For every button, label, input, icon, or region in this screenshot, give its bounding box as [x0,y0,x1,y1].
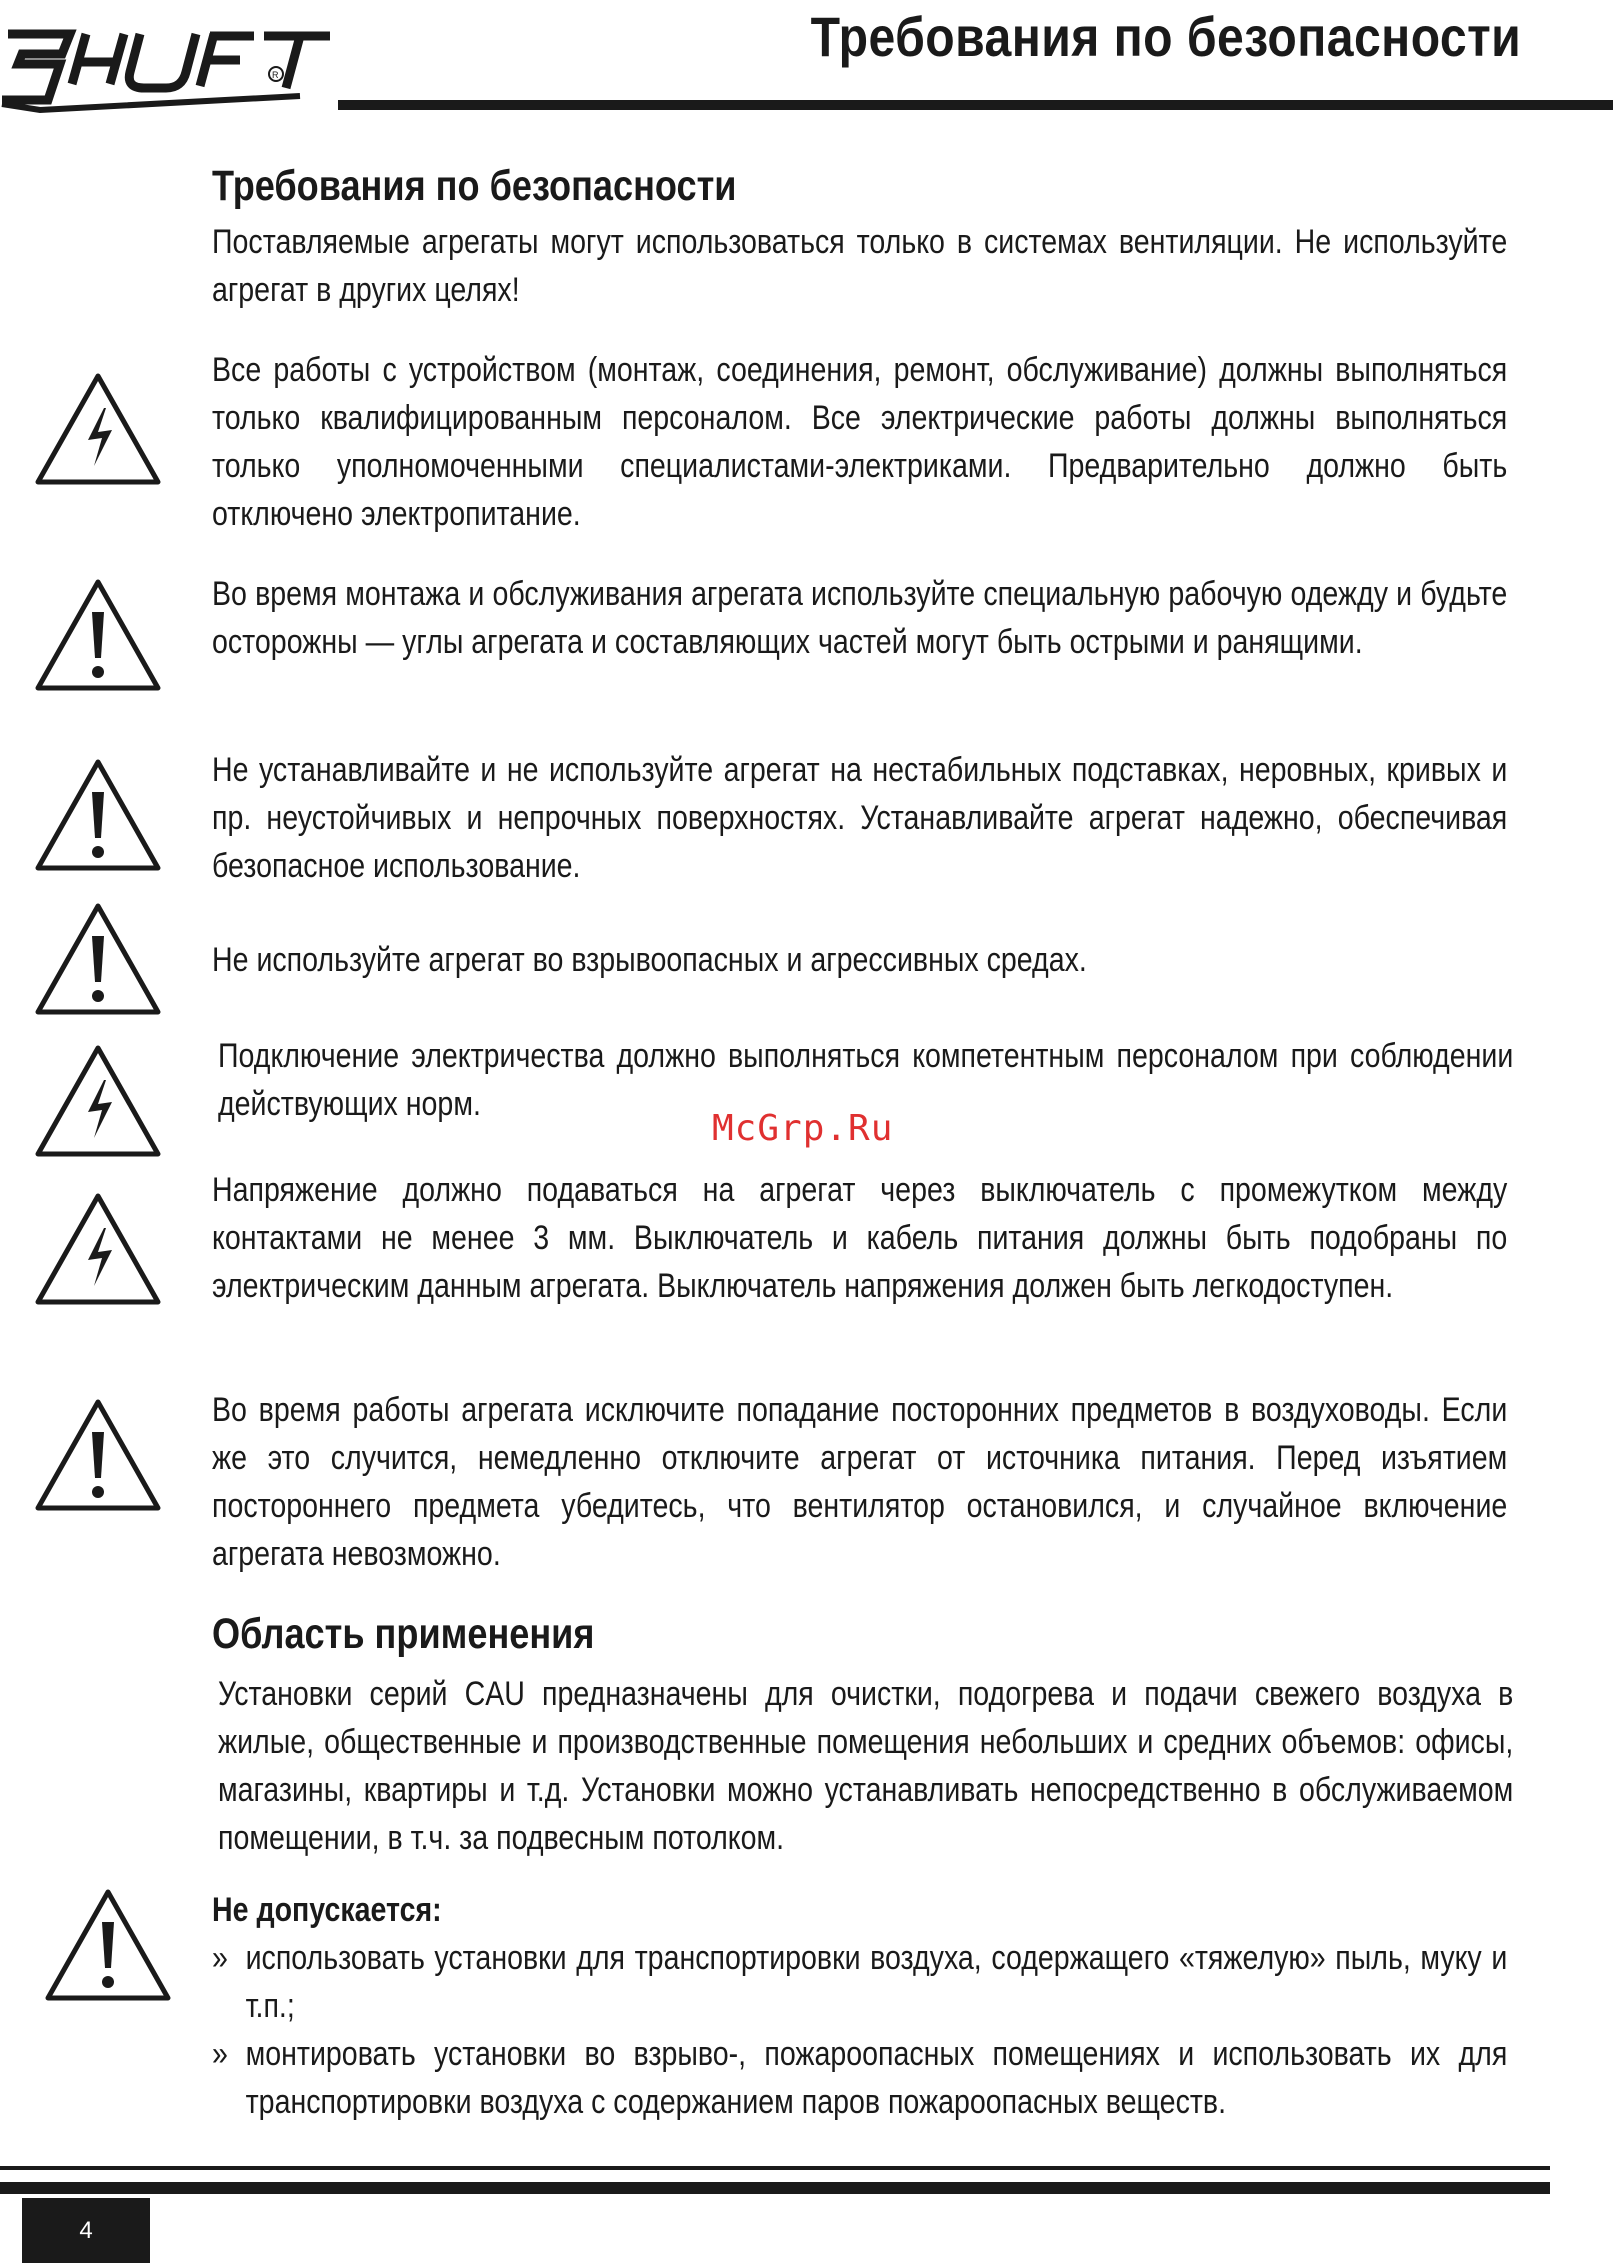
page-number: 4 [22,2198,150,2263]
safety-intro: Поставляемые агрегаты могут использоваться только в системах вентиляции. Не используйте агрегат в других целях! [212,223,1508,309]
safety-heading: Требования по безопасности [212,162,737,210]
warning-icon [32,756,164,874]
application-section [212,1610,667,1666]
warning-icon [42,1886,174,2004]
safety-section [212,162,1613,314]
not-allowed-section [212,1886,1613,2126]
list-item-text: монтировать установки во взрыво-, пожароопасных помещениях и использовать их для транспортировки воздуха с содержанием паров пожароопасных веществ. [245,2035,1508,2121]
bullet-mark: » [212,2035,228,2073]
safety-item-1: Все работы с устройством (монтаж, соединения, ремонт, обслуживание) должны выполняться только квалифицированным персоналом. Все электрические работы должны выполняться только уполномоченными специалистами-электриками. Предварительно должно быть отключено электропитание. [212,351,1508,533]
safety-item-2: Во время монтажа и обслуживания агрегата используйте специальную рабочую одежду и будьте осторожны — углы агрегата и составляющих частей могут быть острыми и ранящими. [212,575,1508,661]
watermark: McGrp.Ru [712,1108,894,1149]
safety-item-4: Не используйте агрегат во взрывоопасных и агрессивных средах. [212,941,1087,979]
list-item [212,2030,1507,2126]
list-item-text: использовать установки для транспортировки воздуха, содержащего «тяжелую» пыль, муку и т.п.; [245,1939,1508,2025]
svg-text:R: R [272,70,279,80]
list-item [212,1934,1507,2030]
safety-item-7: Во время работы агрегата исключите попадание посторонних предметов в воздуховоды. Если же это случится, немедленно отключите агрегат от источника питания. Перед изъятием постороннего предмета убедитесь, что вентилятор остановился, и случайное включение агрегата невозможно. [212,1391,1508,1573]
safety-item-3: Не устанавливайте и не используйте агрегат на нестабильных подставках, неровных, кривых и пр. неустойчивых и непрочных поверхностях. Устанавливайте агрегат надежно, обеспечивая безопасное использование. [212,751,1508,885]
application-heading: Область применения [212,1610,595,1658]
application-text: Установки серий CAU предназначены для очистки, подогрева и подачи свежего воздуха в жилые, общественные и производственные помещения небольших и средних объемов: офисы, магазины, квартиры и т.д. Установки можно устанавливать непосредственно в обслуживаемом помещении, в т.ч. за подвесным потолком. [218,1675,1514,1857]
electric-hazard-icon [32,1190,164,1308]
header-title: Требования по безопасности [810,5,1521,68]
safety-item-5: Подключение электричества должно выполняться компетентным персоналом при соблюдении действующих норм. [218,1037,1514,1123]
not-allowed-heading: Не допускается: [212,1891,442,1929]
electric-hazard-icon [32,1042,164,1160]
footer-rule-thick [0,2182,1550,2194]
electric-hazard-icon [32,370,164,488]
safety-item-6: Напряжение должно подаваться на агрегат через выключатель с промежутком между контактами не менее 3 мм. Выключатель и кабель питания должны быть подобраны по электрическим данным агрегата. Выключатель напряжения должен быть легкодоступен. [212,1171,1508,1305]
brand-logo [0,14,360,114]
footer-rule [0,2166,1550,2170]
header-rule [338,100,1613,110]
warning-icon [32,1396,164,1514]
bullet-mark: » [212,1939,228,1977]
warning-icon [32,900,164,1018]
warning-icon [32,576,164,694]
